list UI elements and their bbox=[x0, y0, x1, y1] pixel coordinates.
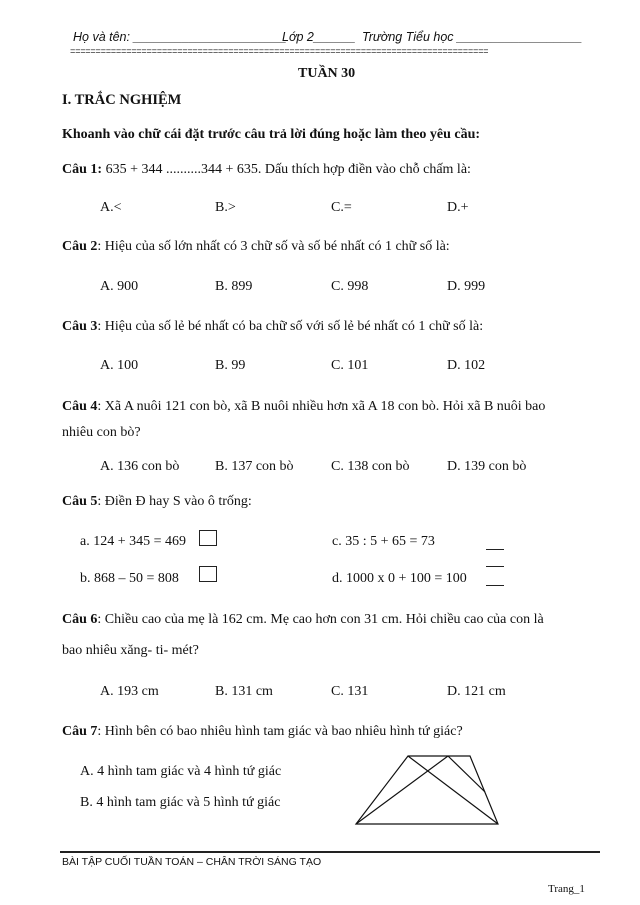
question-1 bbox=[62, 162, 471, 178]
school-field-label: Trường Tiểu học __________________ bbox=[362, 30, 583, 44]
question-label: Câu 3 bbox=[62, 319, 98, 334]
item-a: a. 124 + 345 = 469 bbox=[80, 534, 187, 549]
option-a[interactable]: A. 136 con bò bbox=[100, 459, 180, 474]
option-b[interactable]: B. 99 bbox=[215, 358, 246, 373]
item-b: b. 868 – 50 = 808 bbox=[80, 571, 179, 586]
question-text: 635 + 344 ..........344 + 635. Dấu thích hợp điền vào chỗ chấm là: bbox=[102, 162, 471, 177]
question-6 bbox=[62, 612, 544, 628]
week-title: TUẦN 30 bbox=[298, 66, 356, 81]
answer-blank-d-top[interactable] bbox=[486, 566, 504, 567]
option-d[interactable]: D. 121 cm bbox=[447, 684, 506, 699]
footer-title: BÀI TẬP CUỐI TUẦN TOÁN – CHÂN TRỜI SÁNG TẠO bbox=[62, 856, 322, 868]
header-separator: ================================================================================== bbox=[70, 47, 489, 57]
option-b[interactable]: B.> bbox=[215, 200, 236, 215]
option-a[interactable]: A. 193 cm bbox=[100, 684, 159, 699]
option-c[interactable]: C.= bbox=[331, 200, 352, 215]
question-7 bbox=[62, 724, 463, 740]
option-b[interactable]: B. 137 con bò bbox=[215, 459, 294, 474]
geometry-figure bbox=[350, 752, 510, 832]
name-field-label: Họ và tên: ______________________ bbox=[73, 30, 287, 44]
question-text: : Hiệu của số lẻ bé nhất có ba chữ số với số lẻ bé nhất có 1 chữ số là: bbox=[97, 319, 484, 334]
question-text: : Chiều cao của mẹ là 162 cm. Mẹ cao hơn con 31 cm. Hỏi chiều cao của con là bbox=[97, 612, 544, 627]
question-label: Câu 1: bbox=[62, 162, 103, 177]
trapezoid-outline bbox=[356, 756, 498, 824]
inner-line-left bbox=[356, 756, 448, 824]
question-label: Câu 4 bbox=[62, 399, 98, 414]
option-d[interactable]: D.+ bbox=[447, 200, 469, 215]
question-5 bbox=[62, 494, 252, 510]
inner-line-right bbox=[448, 756, 485, 792]
section-title: I. TRẮC NGHIỆM bbox=[62, 92, 182, 108]
question-2 bbox=[62, 239, 450, 255]
footer-rule bbox=[60, 851, 600, 853]
answer-box-a[interactable] bbox=[199, 530, 217, 546]
option-a[interactable]: A. 4 hình tam giác và 4 hình tứ giác bbox=[80, 764, 282, 779]
option-a[interactable]: A.< bbox=[100, 200, 122, 215]
option-d[interactable]: D. 999 bbox=[447, 279, 486, 294]
option-c[interactable]: C. 131 bbox=[331, 684, 369, 699]
answer-blank-d[interactable] bbox=[486, 585, 504, 586]
answer-box-b[interactable] bbox=[199, 566, 217, 582]
option-a[interactable]: A. 100 bbox=[100, 358, 139, 373]
question-text: : Hình bên có bao nhiêu hình tam giác và bao nhiêu hình tứ giác? bbox=[97, 724, 463, 739]
option-c[interactable]: C. 138 con bò bbox=[331, 459, 410, 474]
instruction: Khoanh vào chữ cái đặt trước câu trả lời đúng hoặc làm theo yêu cầu: bbox=[62, 127, 481, 142]
item-c: c. 35 : 5 + 65 = 73 bbox=[332, 534, 435, 549]
option-d[interactable]: D. 139 con bò bbox=[447, 459, 527, 474]
question-text: : Điền Đ hay S vào ô trống: bbox=[97, 494, 252, 509]
question-text: : Xã A nuôi 121 con bò, xã B nuôi nhiều hơn xã A 18 con bò. Hỏi xã B nuôi bao bbox=[97, 399, 546, 414]
question-text-cont: nhiêu con bò? bbox=[62, 425, 141, 440]
question-label: Câu 7 bbox=[62, 724, 98, 739]
item-d: d. 1000 x 0 + 100 = 100 bbox=[332, 571, 467, 586]
option-b[interactable]: B. 131 cm bbox=[215, 684, 273, 699]
option-b[interactable]: B. 4 hình tam giác và 5 hình tứ giác bbox=[80, 795, 281, 810]
option-c[interactable]: C. 998 bbox=[331, 279, 369, 294]
option-b[interactable]: B. 899 bbox=[215, 279, 253, 294]
question-label: Câu 6 bbox=[62, 612, 98, 627]
option-a[interactable]: A. 900 bbox=[100, 279, 139, 294]
class-field-label: Lớp 2______ bbox=[282, 30, 356, 44]
page-number: Trang_1 bbox=[548, 883, 585, 895]
answer-blank-c[interactable] bbox=[486, 549, 504, 550]
option-d[interactable]: D. 102 bbox=[447, 358, 486, 373]
question-3 bbox=[62, 319, 483, 335]
question-text-cont: bao nhiêu xăng- ti- mét? bbox=[62, 643, 199, 658]
question-label: Câu 2 bbox=[62, 239, 98, 254]
option-c[interactable]: C. 101 bbox=[331, 358, 369, 373]
question-label: Câu 5 bbox=[62, 494, 98, 509]
question-4 bbox=[62, 399, 545, 415]
question-text: : Hiệu của số lớn nhất có 3 chữ số và số bé nhất có 1 chữ số là: bbox=[97, 239, 450, 254]
